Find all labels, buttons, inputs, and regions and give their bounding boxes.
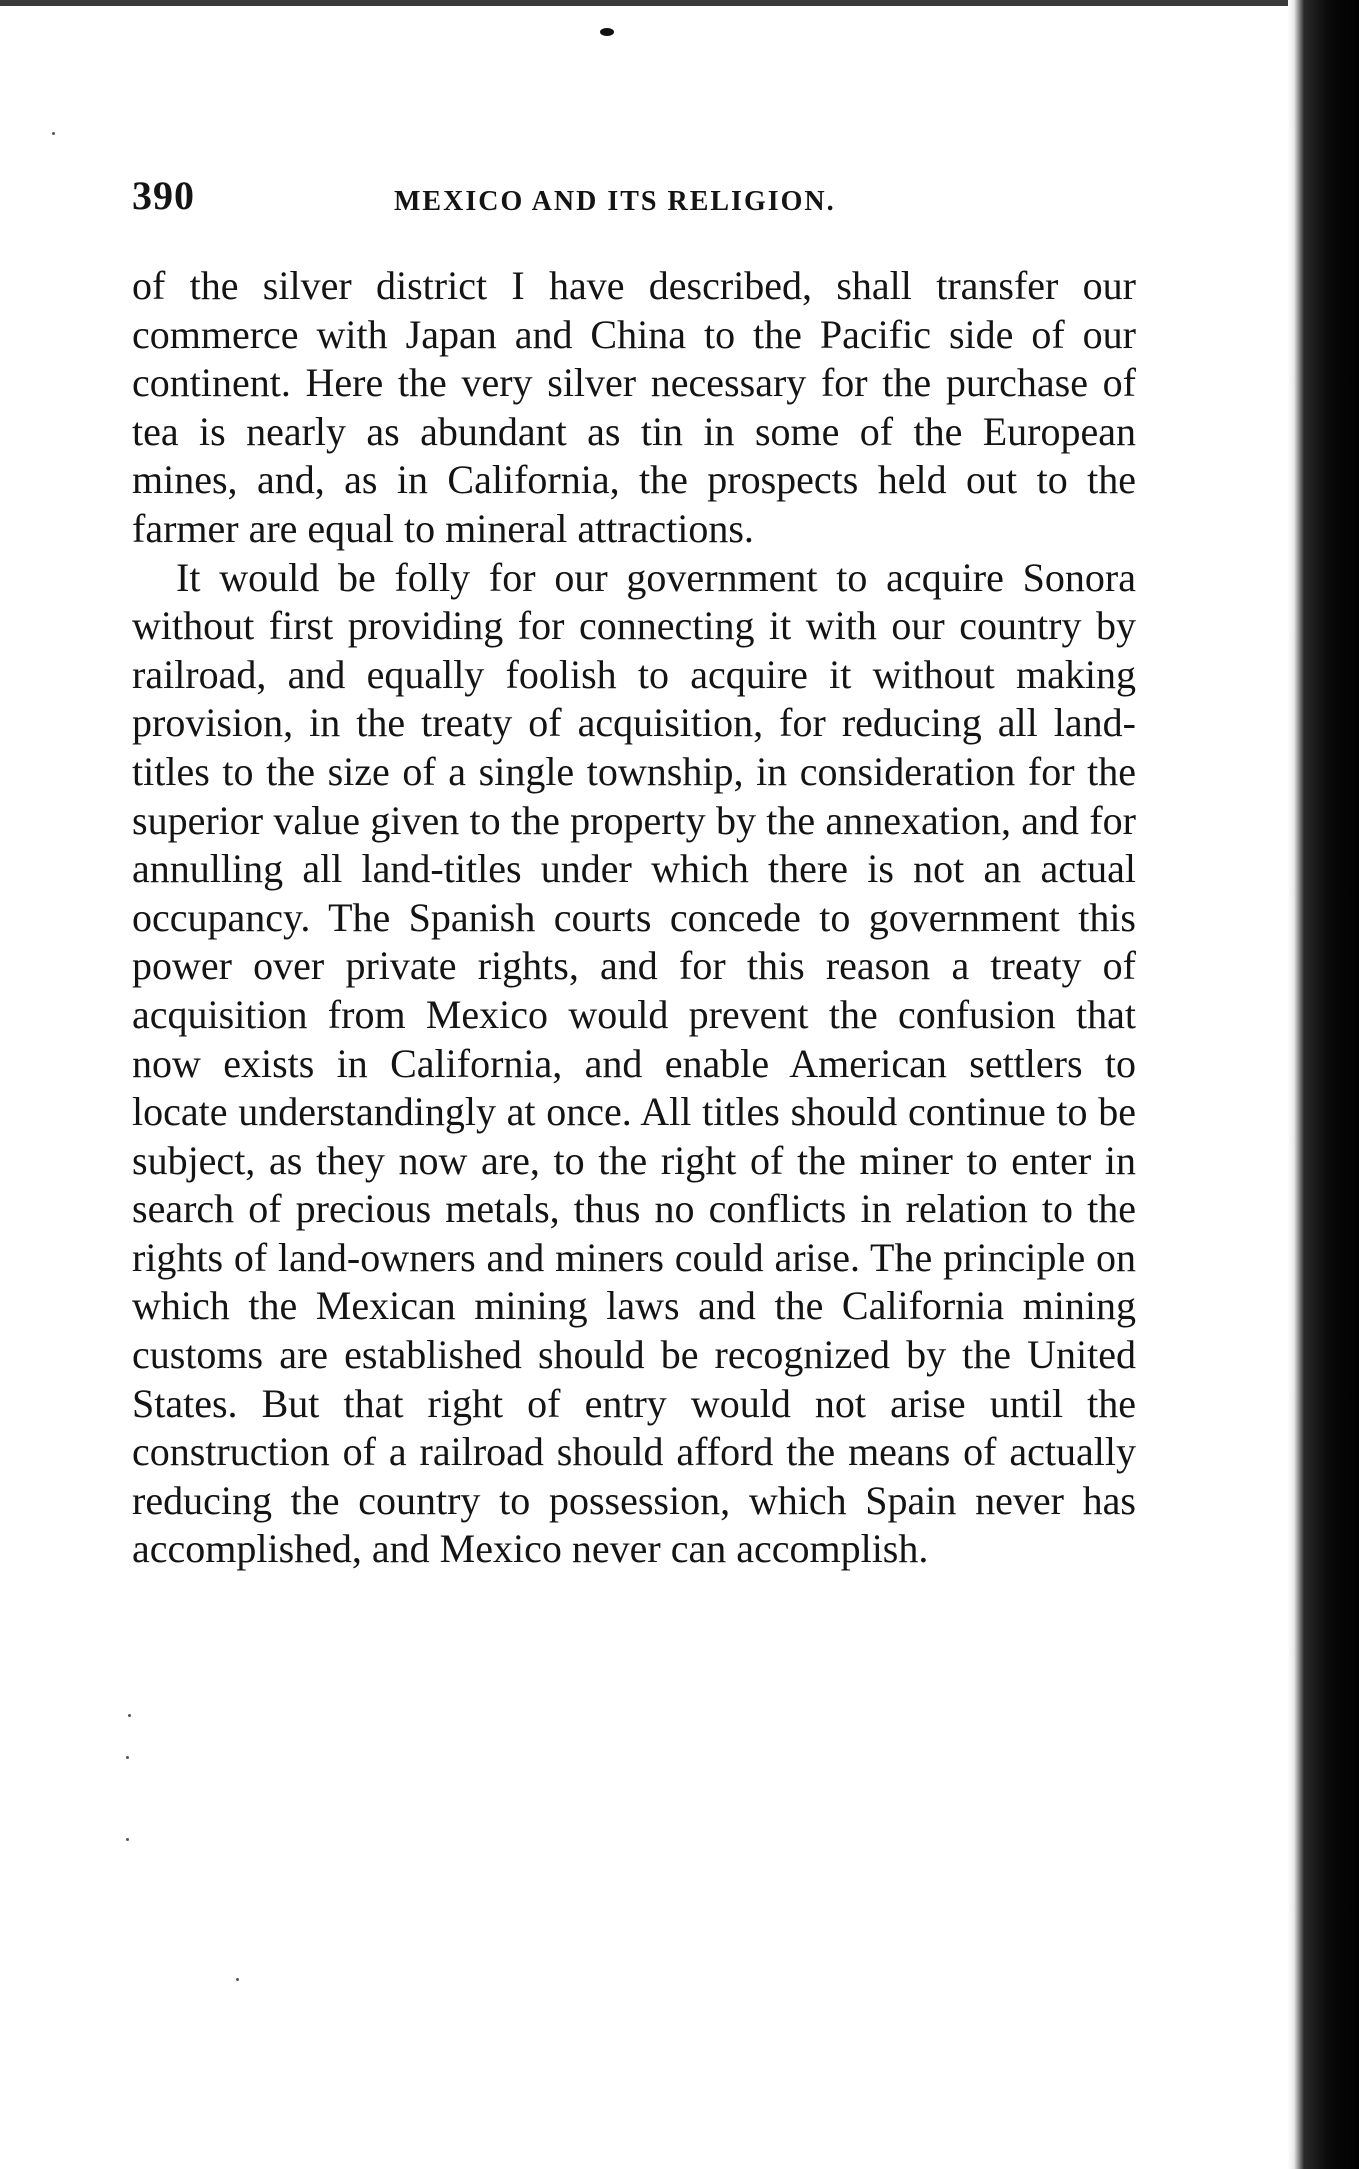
running-title: MEXICO AND ITS RELIGION. — [394, 186, 836, 217]
paragraph-continued: of the silver district I have described, shall transfer our commerce with Japan and China to the Pacific side of our continent. Here the very silver necessary for the purchase of tea is nearly as abundant as tin in some of the European mines, and, as in California, the prospects held out to the farmer are equal to mineral attractions. — [132, 263, 1136, 551]
paper-speck — [126, 1838, 129, 1841]
ink-mark — [600, 28, 614, 36]
paper-speck — [128, 1714, 131, 1717]
body-text — [132, 262, 1136, 1574]
scan-right-edge-shadow — [1288, 0, 1359, 2169]
page-top-edge — [0, 0, 1359, 6]
paper-speck — [52, 132, 55, 135]
paper-speck — [126, 1756, 129, 1759]
page-number: 390 — [132, 173, 195, 218]
paragraph-sonora: It would be folly for our government to acquire Sonora without first providing for connecting it with our country by railroad, and equally foolish to acquire it without making provision, in the treaty of acquisition, for reducing all land-titles to the size of a single township, in consideration for the superior value given to the property by the annexation, and for annulling all land-titles under which there is not an actual occupancy. The Spanish courts concede to government this power over private rights, and for this reason a treaty of acquisition from Mexico would prevent the confusion that now exists in California, and enable American settlers to locate understandingly at once. All titles should continue to be subject, as they now are, to the right of the miner to enter in search of precious metals, thus no conflicts in relation to the rights of land-owners and miners could arise. The principle on which the Mexican mining laws and the California mining customs are established should be recognized by the United States. But that right of entry would not arise until the construction of a railroad should afford the means of actually reducing the country to possession, which Spain never has accomplished, and Mexico never can accomplish. — [132, 554, 1136, 1572]
paper-speck — [236, 1978, 239, 1981]
page-header — [132, 172, 1282, 232]
